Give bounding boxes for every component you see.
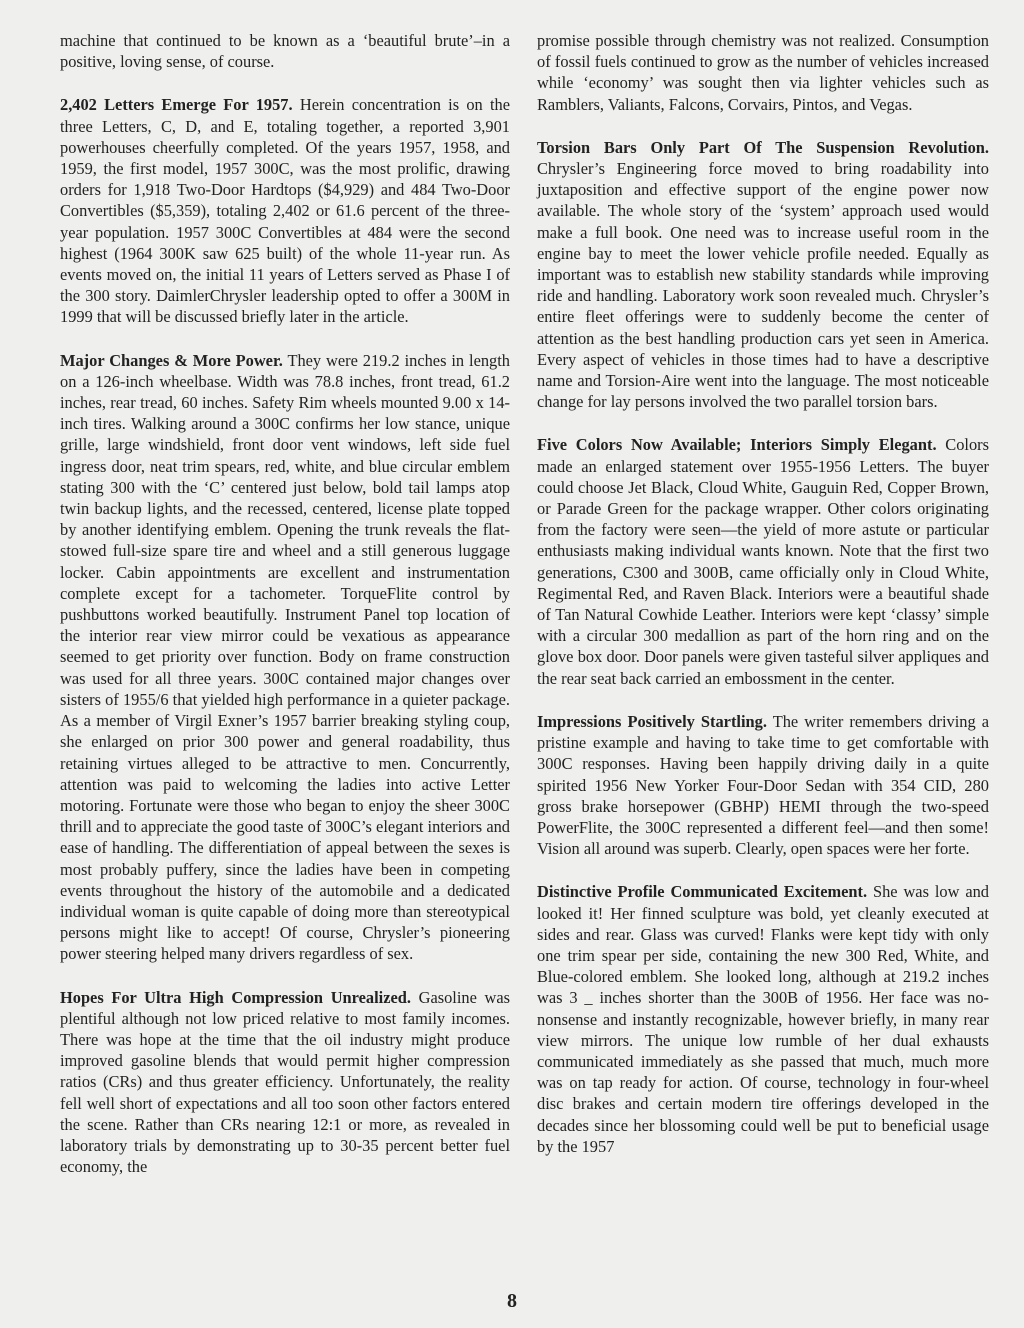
paragraph-heading: Torsion Bars Only Part Of The Suspension Revolution. bbox=[537, 137, 989, 157]
paragraph-text: Colors made an enlarged statement over 1955-1956 Letters. The buyer could choose Jet Black, Cloud White, Gauguin Red, Copper Brown, or Parade Green for the package wrapper. Other colors originating from the factory were seen—the yield of more astute or particular enthusiasts making individual wants known. Note that the first two generations, C300 and 300B, came officially only in Cloud White, Regimental Red, and Raven Black. Interiors were a beautiful shade of Tan Natural Cowhide Leather. Interiors were kept ‘classy’ simple with a circular 300 medallion as part of the horn ring and on the glove box door. Door panels were given tasteful silver appliques and the rear seat back carried an embossment in the center. bbox=[537, 435, 990, 688]
right-column bbox=[537, 30, 989, 1179]
paragraph bbox=[537, 30, 989, 115]
paragraph bbox=[60, 30, 510, 72]
paragraph-heading: Hopes For Ultra High Compression Unrealized. bbox=[60, 987, 411, 1007]
paragraph-text: They were 219.2 inches in length on a 126-inch wheelbase. Width was 78.8 inches, front tread, 61.2 inches, rear tread, 60 inches. Safety Rim wheels mounted 9.00 x 14-inch tires. Walking around a 300C confirms her low stance, unique grille, large windshield, front door vent windows, left side fuel ingress door, neat trim spears, red, white, and blue circular emblem stating 300 with the ‘C’ centered just below, bold tail lamps atop twin backup lights, and the recessed, centered, license plate topped by another identifying emblem. Opening the trunk reveals the flat-stowed full-size spare tire and wheel and a still generous luggage locker. Cabin appointments are excellent and instrumentation complete except for a tachometer. TorqueFlite control by pushbuttons worked beautifully. Instrument Panel top location of the interior rear view mirror could be vexatious as appearance seemed to get priority over function. Body on frame construction was used for all three years. 300C contained major changes over sisters of 1955/6 that yielded high performance in a quieter package. As a member of Virgil Exner’s 1957 barrier breaking styling coup, she enlarged on prior 300 power and general roadability, thus retaining virtues alleged to be attractive to men. Concurrently, attention was paid to welcoming the ladies into active Letter motoring. Fortunate were those who began to enjoy the sheer 300C thrill and to appreciate the good taste of 300C’s elegant interiors and ease of handling. The differentiation of appeal between the sexes is most probably puffery, since the ladies have been in competing events throughout the history of the automobile and a dedicated individual woman is quite capable of doing more than stereotypical persons might like to accept! Of course, Chrysler’s pioneering power steering helped many drivers regardless of sex. bbox=[60, 350, 510, 964]
paragraph bbox=[60, 987, 510, 1178]
paragraph-heading: Five Colors Now Available; Interiors Simply Elegant. bbox=[537, 435, 937, 455]
paragraph-heading: Impressions Positively Startling. bbox=[537, 711, 767, 731]
left-column bbox=[60, 30, 510, 1199]
paragraph-heading: Major Changes & More Power. bbox=[60, 350, 283, 370]
paragraph-text: She was low and looked it! Her finned sculpture was bold, yet cleanly executed at sides and rear. Glass was curved! Flanks were kept tidy with only one trim spear per side, containing the new 300 Red, White, and Blue-colored emblem. She looked long, although at 219.2 inches was 3 _ inches shorter than the 300B of 1956. Her face was no-nonsense and instantly recognizable, however briefly, in many rear view mirrors. The unique low rumble of her dual exhausts communicated immediately as she passed that much, much more was on tap ready for action. Of course, technology in four-wheel disc brakes and certain modern tire offerings developed in the decades since her blossoming could well be put to beneficial usage by the 1957 bbox=[537, 882, 989, 1156]
paragraph-text: machine that continued to be known as a ‘beautiful brute’–in a positive, loving sense, of course. bbox=[60, 31, 510, 72]
paragraph bbox=[537, 711, 989, 859]
page-number: 8 bbox=[507, 1290, 517, 1312]
paragraph-text: Herein concentration is on the three Letters, C, D, and E, totaling together, a reported 3,901 powerhouses cheerfully completed. Of the years 1957, 1958, and 1959, the first model, 1957 300C, was the most prolific, drawing orders for 1,918 Two-Door Hardtops ($4,929) and 484 Two-Door Convertibles ($5,359), totaling 2,402 or 61.6 percent of the three-year population. 1957 300C Convertibles at 484 were the second highest (1964 300K saw 625 built) of the whole 11-year run. As events moved on, the initial 11 years of Letters served as Phase I of the 300 story. DaimlerChrysler leadership opted to offer a 300M in 1999 that will be discussed briefly later in the article. bbox=[60, 95, 510, 327]
paragraph-heading: 2,402 Letters Emerge For 1957. bbox=[60, 95, 293, 115]
paragraph bbox=[60, 350, 510, 965]
paragraph-text: promise possible through chemistry was not realized. Consumption of fossil fuels continued to grow as the number of vehicles increased while ‘economy’ was sought then via lighter vehicles such as Ramblers, Valiants, Falcons, Corvairs, Pintos, and Vegas. bbox=[537, 31, 989, 114]
paragraph-text: Chrysler’s Engineering force moved to bring roadability into juxtaposition and effective support of the engine power now available. The whole story of the ‘system’ approach used would make a full book. One need was to increase useful room in the engine bay to meet the lower vehicle profile needed. Equally as important was to establish new stability standards while improving ride and handling. Laboratory work soon revealed much. Chrysler’s entire fleet offerings were to suddenly become the center of attention as the best handling production cars yet seen in America. Every aspect of vehicles in those times had to have a descriptive name and Torsion-Aire went into the language. The most noticeable change for lay persons involved the two parallel torsion bars. bbox=[537, 159, 989, 412]
paragraph-text: The writer remembers driving a pristine example and having to take time to get comfortable with 300C responses. Having been happily driving daily in a quite spirited 1956 New Yorker Four-Door Sedan with 354 CID, 280 gross brake horsepower (GBHP) HEMI through the two-speed PowerFlite, the 300C represented a different feel—and then some! Vision all around was superb. Clearly, open spaces were her forte. bbox=[537, 711, 989, 859]
paragraph bbox=[537, 881, 989, 1157]
paragraph bbox=[537, 137, 989, 413]
paragraph-text: Gasoline was plentiful although not low priced relative to most family incomes. There was hope at the time that the oil industry might produce improved gasoline blends that would permit higher compression ratios (CRs) and thus greater efficiency. Unfortunately, the reality fell well short of expectations and all too soon other factors entered the scene. Rather than CRs nearing 12:1 or more, as revealed in laboratory trials by demonstrating up to 30-35 percent better fuel economy, the bbox=[60, 987, 510, 1177]
paragraph bbox=[537, 434, 989, 688]
paragraph bbox=[60, 94, 510, 327]
paragraph-heading: Distinctive Profile Communicated Excitement. bbox=[537, 882, 868, 902]
